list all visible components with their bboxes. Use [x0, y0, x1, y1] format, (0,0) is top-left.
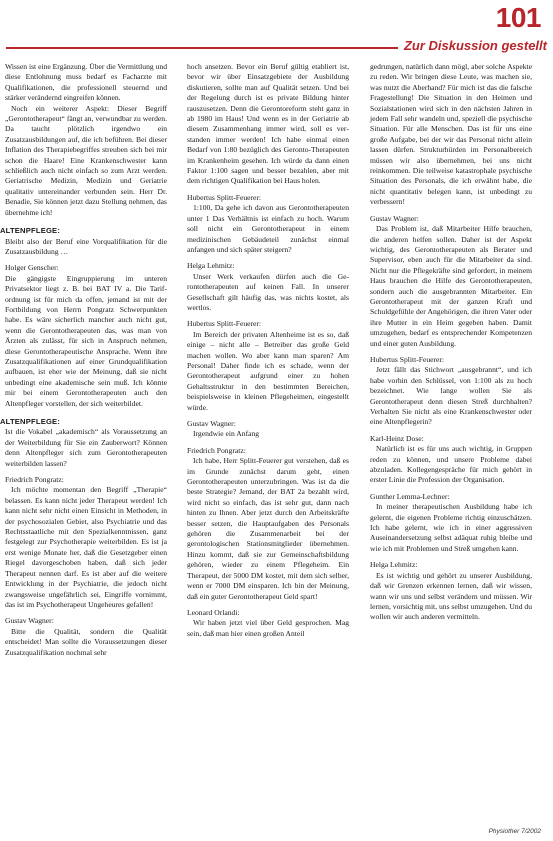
speaker-name: Friedrich Pongratz: [5, 475, 64, 485]
paragraph: hoch ansetzen. Bevor ein Beruf gültig etabliert ist, bevor wir über Einsatzgebiete der Ausbildung diskutieren, sollte man auf Qualität setzen. Und bei der Regelung durch ist es private Bildung hinter rauszusetzen. Denn die Gerontoreform steht ganz in ab 1980 im Haus! Und wenn es in der Geriatrie ab diesem Zusammenhang immer wird, soll es verstanden immer werden! Ich habe einmal einen Bedarf von 1:80 bezüglich des Geronto-Therapeuten im Krankenheim gesehen. Ich würde da dann einen Faktor 1:100 sagen und besser bezahlen, aber mit dem richtigen Qualifikation bei Haus holen. [187, 62, 349, 186]
paragraph: Das Problem ist, daß Mitarbeiter Hilfe brauchen, die anderen helfen sollen. Daher ist der Aspekt wichtig, des Gerontotherapeuten als Berater und Supervisor, eben auch für die Mitarbeiter da sind. Nicht nur die Pflegekräfte sind gefordert, in meinem Haus brauchen die Hilfe des Gerontotherapeuten, sondern auch die ausgebrannten Mitarbeiter. Ein Gerontotherapeut mit der ganzen Kraft und Schuldgefühle der Angehörigen, die ihren Vater oder ihre Mutter in ein Heim gegeben haben. Damit umzugehen, bedarf es entsprechender Kompetenzen und einer guten Ausbildung. [370, 224, 532, 348]
article-column-1 [0, 62, 167, 658]
paragraph: Wir haben jetzt viel über Geld gesprochen. Mag sein, daß man hier einen großen Anteil [187, 618, 349, 638]
paragraph: gedrungen, natürlich dann mögl, aber solche Aspekte zu reden. Wir bringen diese Leute, was machen sie, was nutzt die Aberhand? Für mich ist das die falsche Fragestellung! Die Situation in den Heimen und Sozialstationen wird sich in den nächsten Jahren in jedem Fall sehr wandeln und, speziell die psychische Situation. Für alle Menschen. Das ist für uns eine große Aufgabe, bei der wir das Personal nicht allein lassen dürfen. Strukturhürden im Personalbereich müssen wir also übernehmen, bei uns nicht reinkommen. Die teilweise katastrophale psychische Situation des Personals, die ich erwähnt habe, die nicht quantitativ belegen kann, ist unbedingt zu verbessern! [370, 62, 532, 207]
page-footer: Physiother 7/2002 [488, 828, 541, 835]
speaker-name: Hubertus Splitt-Feuerer: [370, 354, 445, 364]
article-column-2 [187, 62, 349, 639]
interviewer-label: ALTENPFLEGE: [0, 226, 61, 236]
paragraph: Ich habe, Herr Splitt-Feuerer gut verstehen, daß es im Grunde zunächst darum geht, einen Gerontotherapeuten unterzubringen. Was ist da die beste Strategie? Jemand, der BAT 2a bezahlt wird, wird nicht so einfach, das ist sehr gut, dann nach hinten zu Ihnen. Aber jetzt durch den Arbeitskräfte besser setzen, die Hauptaufgaben des Personals gehören die Zusammenarbeit bei der gerontologischen Stationsmitglieder übernehmen. Hinzu kommt, daß sie zur Gemeinschaftsbildung gehören, wieder zu einem Pflegeheim. Ein Therapeut, der 5000 DM kostet, mit dem sich selber, wenn er 7000 DM einsparen. Ich bin der Meinung, daß ein guter Gerontotherapeut Geld spart! [187, 456, 349, 601]
speaker-name: Leonard Orlandi: [187, 607, 240, 617]
speaker-name: Gustav Wagner: [370, 213, 419, 223]
paragraph: Unser Werk verkaufen dürfen auch die Gerontotherapeuten auf keinen Fall. In unserer Gesellschaft gilt häufig das, was nichts kostet, als wertlos. [187, 271, 349, 312]
paragraph: Die gängigste Eingruppierung im unteren Privatsektor liegt z. B. bei BAT IV a. Die Tarifordnung ist für mich da offen, jemand ist mit der Fortbildung von Herrn Pongratz Schwerpunkten habe. Es wäre sicherlich mancher auch nicht gut, wenn die Gerontotherapeuten das, was man von Ärzten als zulässt, für sich in Anspruch nehmen, diese Gerontotherapeutische Ansprache. Wenn ihre Zusatzqualifikationen auf einer Grundqualifikation aufbauen, ist eher wie der Meinung, daß sie nicht unbedingt eine akademische sein muß. Ich könnte mir bei einem Gerontotherapeuten auch den Altenpfleger vorstellen, der sich weiterbildet. [5, 273, 167, 408]
section-header [0, 38, 553, 58]
speaker-name: Helga Lehmitz: [370, 560, 418, 570]
paragraph: Wissen ist eine Ergänzung. Über die Vermittlung und diese Entlohnung muss bedarf es Facharzte mit Qualifikationen, die professionell steuernd und stärker verändernd eingreifen können. [5, 62, 167, 103]
speaker-name: Friedrich Pongratz: [187, 445, 246, 455]
speaker-name: Holger Genscher: [5, 263, 59, 273]
speaker-name: Hubertus Splitt-Feuerer: [187, 192, 262, 202]
paragraph: Bleibt also der Beruf eine Vorqualifikation für die Zusatzausbildung … [5, 236, 167, 256]
speaker-name: Gustav Wagner: [187, 419, 236, 428]
paragraph: Es ist wichtig und gehört zu unserer Ausbildung, daß wir Grenzen erkennen lernen, daß wir wissen, wann wir uns und selbst verändern und müssen. Wir lernen, vorsichtig mit, uns selbst umzugehen. Und du wollen wir auch anderen vermitteln. [370, 570, 532, 622]
speaker-name: Karl-Heinz Dose: [370, 433, 424, 443]
paragraph: Im Bereich der privaten Altenheime ist es so, daß einige – nicht alle – Betreiber das große Geld machen wollen. Wo aber kann man sparen? Am Personal! Daher finde ich es schade, wenn der Gerontotherapeut aufgrund einer zu hohen Gehaltsstruktur in den bestimmten Bereichen, beispielsweise in kleinen Pflegeheimen, eingestellt würde. [187, 329, 349, 412]
interviewer-label: ALTENPFLEGE: [0, 417, 61, 426]
paragraph: Noch ein weiterer Aspekt: Dieser Begriff „Gerontotherapeut“ fängt an, verwundbar zu werden. Da taucht plötzlich irgendwo ein Zusatzausbildungen auf, die ich beführen. Bei dieser Inflation des Therapiebegriffes streuben sich bei mir schon die Haare! Eine Krankenschwester kann schließlich auch nicht einfach so zum Arzt werden. Geriatrische Medizin, Medizin und Geriatrie qualitativ untereinander verbunden sein. Herr Dr. Benadie, Sie können jetzt dazu Stellung nehmen, das übernehme ich! [5, 103, 167, 217]
page-number: 101 [495, 2, 541, 33]
paragraph: In meiner therapeutischen Ausbildung habe ich gelernt, die eigenen Probleme richtig einzuschätzen. Ich habe gelernt, wie ich in einer aggressiven Auseinandersetzung selbst adäquat ruhig bleibe und wie ich mit Problemen und Streß umgehen kann. [370, 502, 532, 553]
speaker-name: Gustav Wagner: [5, 616, 54, 626]
paragraph: Jetzt fällt das Stichwort „ausgebrannt“, und ich habe vorhin den Schlüssel, von 1:100 als zu hoch bezeichnet. Wie lange wollen Sie als Gerontotherapeut denn diesen Streß durchhalten? Verhalten Sie nicht als eine Krankenschwester oder eine Altenpflegerin? [370, 365, 532, 427]
section-title: Zur Diskussion gestellt [398, 38, 547, 53]
speaker-name: Gunther Lemma-Lechner: [370, 491, 450, 501]
paragraph: 1:100, Da gehe ich davon aus Gerontotherapeuten unter 1 Das Verhältnis ist einfach zu hoch. Warum soll nicht ein Gerontotherapeut in einem medizinischen Gebäudeteil zunächst einmal anfangen und sich später steigern? [187, 203, 349, 254]
speaker-name: Helga Lehmitz: [187, 261, 235, 271]
paragraph: Bitte die Qualität, sondern die Qualität entscheidet! Man sollte die Voraussetzungen dieser Zusatzqualifikation nochmal sehr [5, 626, 167, 657]
article-column-3 [370, 62, 532, 623]
paragraph: Ist die Vokabel „akademisch“ als Voraussetzung an der Weiterbildung für Sie ein Zauberwort? Können denn Altenpfleger sich zum Gerontotherapeuten weiterbilden lassen? [5, 427, 167, 468]
paragraph: Irgendwie ein Anfang [193, 429, 260, 439]
speaker-name: Hubertus Splitt-Feuerer: [187, 319, 262, 329]
paragraph: Ich möchte momentan den Begriff „Therapie“ belassen. Es kann nicht jeder Therapeut werden! Ich kann nicht sehr nicht einen Einsicht in Methoden, in der psychosozialen Gebiet, also Psychiatrie und das Rechtsstaatliche mit den Spezialkenntnissen, ganz festgelegt zur Psychotherapie weiterbilden. Es ist ja erst wenige Monate her, daß die Gesetzgeber einen Riegel davorgeschoben haben, daß sich jeder Therapeut nennen darf. Es ist aber auf die weitere Entwicklung in der Psychiatrie, die jedoch nicht zwangsweise ungefährlich sei, Eingriffe vornimmt, das ist im Psychotherapeut Ungeheures gefallen! [5, 485, 167, 609]
paragraph: Natürlich ist es für uns auch wichtig, in Gruppen reden zu können, und unsere Probleme dabei abzuladen. Kollegengespräche für mich gehört in erster Linie die Profession der Organisation. [370, 444, 532, 485]
